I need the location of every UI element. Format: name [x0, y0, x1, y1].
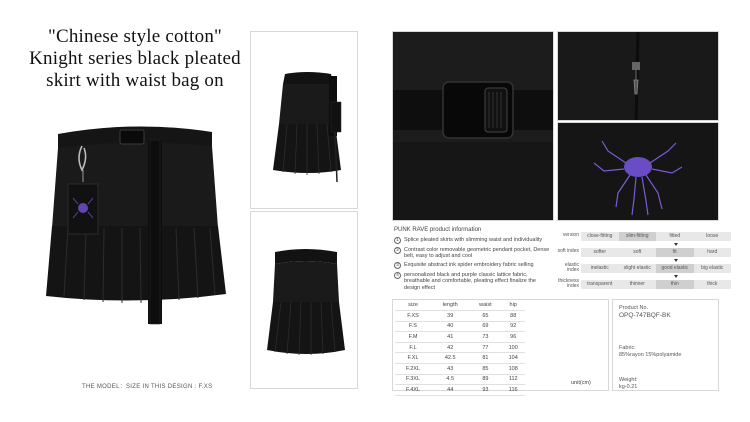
- index-cell-selected: fit: [656, 248, 694, 257]
- size-header: length: [442, 302, 458, 309]
- hip-cell: 116: [508, 387, 518, 394]
- index-cell-selected: thin: [656, 280, 694, 289]
- waist-cell: 89: [482, 376, 489, 383]
- title-line-1: "Chinese style cotton": [48, 26, 222, 47]
- size-cell: F.3XL: [405, 376, 421, 383]
- hip-cell: 92: [510, 323, 517, 330]
- index-cell: thinner: [629, 280, 645, 287]
- table-row: [395, 374, 525, 385]
- point-text: personalized black and purple classic lattice fabric, breathable and comfortable, pleating effect finalize the design effect: [404, 271, 536, 291]
- size-cell: F.M: [408, 334, 418, 341]
- buckle-detail-panel: [392, 31, 554, 221]
- index-cell: loose: [706, 232, 719, 239]
- length-cell: 42: [447, 344, 454, 351]
- size-unit: unit(cm): [571, 380, 591, 386]
- size-header-row: [395, 300, 525, 311]
- table-row: [395, 364, 525, 375]
- info-point: [394, 237, 552, 244]
- waist-cell: 73: [482, 334, 489, 341]
- table-row: [395, 385, 525, 396]
- selection-marker-icon: [674, 243, 678, 246]
- hip-cell: 88: [510, 312, 517, 319]
- index-label: version: [562, 232, 579, 239]
- point-number: 4: [394, 272, 401, 279]
- length-cell: 39: [447, 312, 454, 319]
- size-header: waist: [479, 302, 492, 309]
- product-no-value: OPQ-747BQF-BK: [619, 312, 671, 319]
- index-cell: fitted: [669, 232, 681, 239]
- length-cell: 43: [447, 365, 454, 372]
- fabric-value: 85%rayon 15%polyamide: [619, 352, 682, 358]
- table-row: [395, 353, 525, 364]
- product-spec-box: [612, 299, 719, 391]
- selection-marker-icon: [674, 259, 678, 262]
- hip-cell: 100: [508, 344, 518, 351]
- index-cell: big elastic: [701, 264, 724, 271]
- waist-cell: 77: [482, 344, 489, 351]
- side-view-panel: [250, 31, 358, 209]
- waist-cell: 65: [482, 312, 489, 319]
- point-number: 3: [394, 262, 401, 269]
- index-cell: slight elastic: [623, 264, 651, 271]
- title-line-2: Knight series black pleated: [29, 48, 241, 69]
- zipper-detail-image: [558, 32, 719, 121]
- back-view-panel: [250, 211, 358, 389]
- waist-cell: 69: [482, 323, 489, 330]
- point-text: Contrast color removable geometric pendant pocket, Dense belt, easy to adjust and cool: [404, 246, 550, 259]
- hip-cell: 108: [508, 365, 518, 372]
- waist-cell: 93: [482, 387, 489, 394]
- index-cell: inelastic: [590, 264, 609, 271]
- index-label: elastic index: [564, 261, 579, 273]
- hip-cell: 112: [508, 376, 518, 383]
- spider-embroidery-image: [558, 123, 719, 221]
- length-cell: 42.5: [444, 355, 456, 362]
- index-row-thickness: [557, 278, 731, 290]
- index-cell: thick: [707, 280, 718, 287]
- length-cell: 44: [447, 387, 454, 394]
- length-cell: 4.5: [446, 376, 455, 383]
- size-cell: F.S: [409, 323, 417, 330]
- size-chart: [392, 299, 609, 394]
- index-row-soft: [557, 246, 731, 258]
- length-cell: 40: [447, 323, 454, 330]
- index-cell-selected: good elastic: [656, 264, 694, 273]
- index-cell: close-fitting: [587, 232, 613, 239]
- index-row-elastic: [557, 262, 731, 274]
- size-header: hip: [509, 302, 517, 309]
- hip-cell: 104: [508, 355, 518, 362]
- size-cell: F.XS: [407, 312, 419, 319]
- index-label: soft index: [557, 248, 579, 255]
- side-view-skirt-image: [251, 32, 358, 209]
- product-info-section: [394, 227, 552, 294]
- index-cell-selected: slim-fitting: [619, 232, 657, 241]
- info-heading: PUNK RAVE product information: [394, 227, 482, 233]
- main-skirt-image: [40, 118, 230, 328]
- table-row: [395, 321, 525, 332]
- table-row: [395, 311, 525, 322]
- weight-value: kg-0.21: [619, 384, 638, 390]
- selection-marker-icon: [674, 275, 678, 278]
- table-row: [395, 342, 525, 353]
- size-cell: F.4XL: [405, 387, 421, 394]
- hip-cell: 96: [510, 334, 517, 341]
- buckle-detail-image: [393, 32, 554, 221]
- index-row-version: [557, 230, 731, 242]
- info-point: [394, 247, 552, 260]
- length-cell: 41: [447, 334, 454, 341]
- table-row: [395, 332, 525, 343]
- size-header: size: [408, 302, 418, 309]
- back-view-skirt-image: [251, 212, 358, 389]
- model-size-note: THE MODEL：SIZE IN THIS DESIGN : F.XS: [82, 384, 213, 390]
- embroidery-detail-panel: [557, 122, 719, 221]
- index-cell: softer: [593, 248, 606, 255]
- fabric-label: Fabric:: [619, 345, 636, 351]
- point-number: 2: [394, 247, 401, 254]
- point-number: 1: [394, 237, 401, 244]
- title-line-3: skirt with waist bag on: [46, 70, 224, 91]
- fit-index-table: [557, 228, 737, 296]
- index-label: thickness index: [558, 277, 579, 289]
- point-text: Splice pleated skirts with slimming waist and individuality: [404, 237, 543, 243]
- info-point: [394, 262, 552, 269]
- size-cell: F.XL: [407, 355, 419, 362]
- waist-cell: 81: [482, 355, 489, 362]
- info-points: [394, 237, 552, 291]
- index-cell: soft: [633, 248, 642, 255]
- index-cell: transparent: [587, 280, 613, 287]
- product-no-label: Product No.: [619, 305, 649, 311]
- zipper-detail-panel: [557, 31, 719, 121]
- waist-cell: 85: [482, 365, 489, 372]
- size-cell: F.2XL: [405, 365, 421, 372]
- point-text: Exquisite abstract ink spider embroidery fabric selling: [404, 262, 534, 268]
- info-point: [394, 272, 552, 292]
- size-table: [395, 300, 525, 396]
- size-cell: F.L: [409, 344, 417, 351]
- weight-label: Weight:: [619, 377, 638, 383]
- index-cell: hard: [707, 248, 718, 255]
- product-title: [20, 26, 250, 92]
